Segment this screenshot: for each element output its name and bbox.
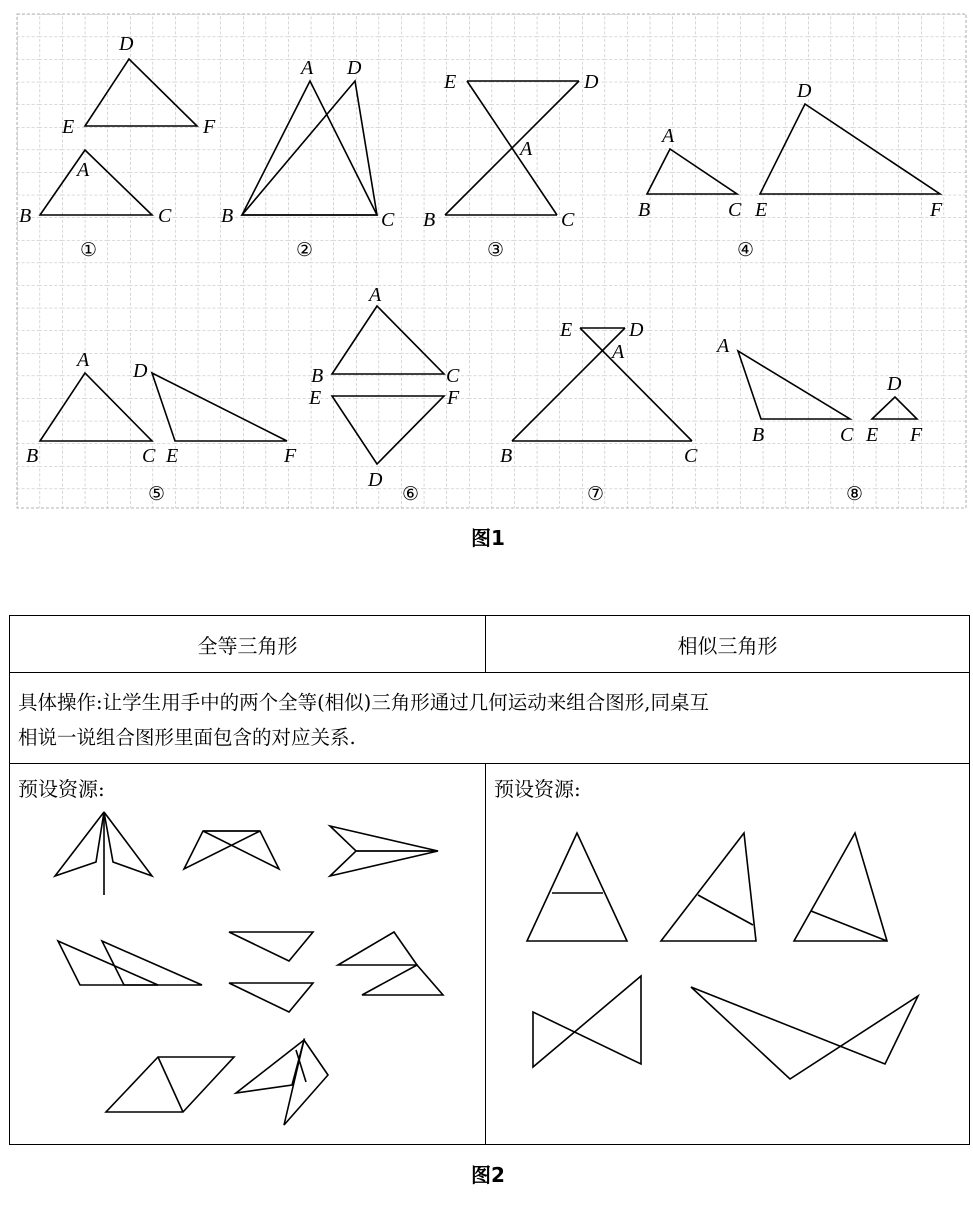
- resource-label-left: 预设资源:: [18, 777, 105, 801]
- similar-slanted-cut-2: [794, 833, 887, 941]
- label-3-B: B: [423, 209, 436, 231]
- operation-text-line-2: 相说一说组合图形里面包含的对应关系.: [18, 726, 356, 749]
- label-4-E: E: [755, 199, 768, 221]
- label-6-B: B: [311, 365, 324, 387]
- diagram-number-1: ①: [80, 239, 98, 261]
- label-1-C: C: [158, 205, 172, 227]
- label-6-F: F: [447, 387, 460, 409]
- label-8-F: F: [910, 424, 923, 446]
- similar-crossed-triangles: [691, 987, 918, 1079]
- label-6-A: A: [369, 284, 382, 306]
- label-6-D: D: [368, 469, 383, 491]
- label-4-A: A: [662, 125, 675, 147]
- header-similar: 相似三角形: [677, 634, 778, 658]
- label-4-F: F: [930, 199, 943, 221]
- congruent-translated-pair: [229, 932, 313, 1012]
- label-8-D: D: [887, 373, 902, 395]
- label-8-B: B: [752, 424, 765, 446]
- label-2-C: C: [381, 209, 395, 231]
- label-4-D: D: [797, 80, 812, 102]
- label-1-B: B: [19, 205, 32, 227]
- congruent-rotated-pair: [236, 1040, 328, 1125]
- label-4-B: B: [638, 199, 651, 221]
- label-6-C: C: [446, 365, 460, 387]
- similar-parallel-cut: [527, 833, 627, 941]
- label-3-C: C: [561, 209, 575, 231]
- diagram-number-8: ⑧: [846, 483, 864, 505]
- operation-text-line-1: 具体操作:让学生用手中的两个全等(相似)三角形通过几何运动来组合图形,同桌互: [18, 691, 709, 714]
- label-1-E: E: [62, 116, 75, 138]
- label-1-F: F: [203, 116, 216, 138]
- header-congruent: 全等三角形: [197, 634, 298, 658]
- label-8-E: E: [866, 424, 879, 446]
- diagram-number-2: ②: [296, 239, 314, 261]
- label-7-B: B: [500, 445, 513, 467]
- label-1-D: D: [119, 33, 134, 55]
- resource-label-right: 预设资源:: [494, 777, 581, 801]
- label-2-D: D: [347, 57, 362, 79]
- label-7-E: E: [560, 319, 573, 341]
- similar-bowtie: [533, 976, 641, 1067]
- label-5-C: C: [142, 445, 156, 467]
- diagram-number-4: ④: [737, 239, 755, 261]
- label-8-C: C: [840, 424, 854, 446]
- diagram-number-7: ⑦: [587, 483, 605, 505]
- congruent-overlap-slanted: [58, 941, 202, 985]
- label-5-B: B: [26, 445, 39, 467]
- diagram-number-3: ③: [487, 239, 505, 261]
- diagram-number-5: ⑤: [148, 483, 166, 505]
- label-3-A: A: [520, 138, 533, 160]
- label-7-D: D: [629, 319, 644, 341]
- label-5-A: A: [77, 349, 90, 371]
- label-6-E: E: [309, 387, 322, 409]
- label-1-A: A: [77, 159, 90, 181]
- label-3-D: D: [584, 71, 599, 93]
- label-4-C: C: [728, 199, 742, 221]
- label-5-F: F: [284, 445, 297, 467]
- diagram-number-6: ⑥: [402, 483, 420, 505]
- label-5-D: D: [133, 360, 148, 382]
- figure-2-caption: 图2: [471, 1163, 505, 1187]
- label-5-E: E: [166, 445, 179, 467]
- label-7-C: C: [684, 445, 698, 467]
- congruent-kite-pair: [55, 812, 152, 895]
- label-2-B: B: [221, 205, 234, 227]
- label-7-A: A: [612, 341, 625, 363]
- congruent-parallelogram: [106, 1057, 234, 1112]
- congruent-arrow: [330, 826, 438, 876]
- figure-1-caption: 图1: [471, 526, 505, 550]
- similar-slanted-cut-1: [661, 833, 756, 941]
- label-3-E: E: [444, 71, 457, 93]
- label-2-A: A: [301, 57, 314, 79]
- label-8-A: A: [717, 335, 730, 357]
- congruent-bowtie: [184, 831, 279, 869]
- congruent-reflected-pair: [338, 932, 443, 995]
